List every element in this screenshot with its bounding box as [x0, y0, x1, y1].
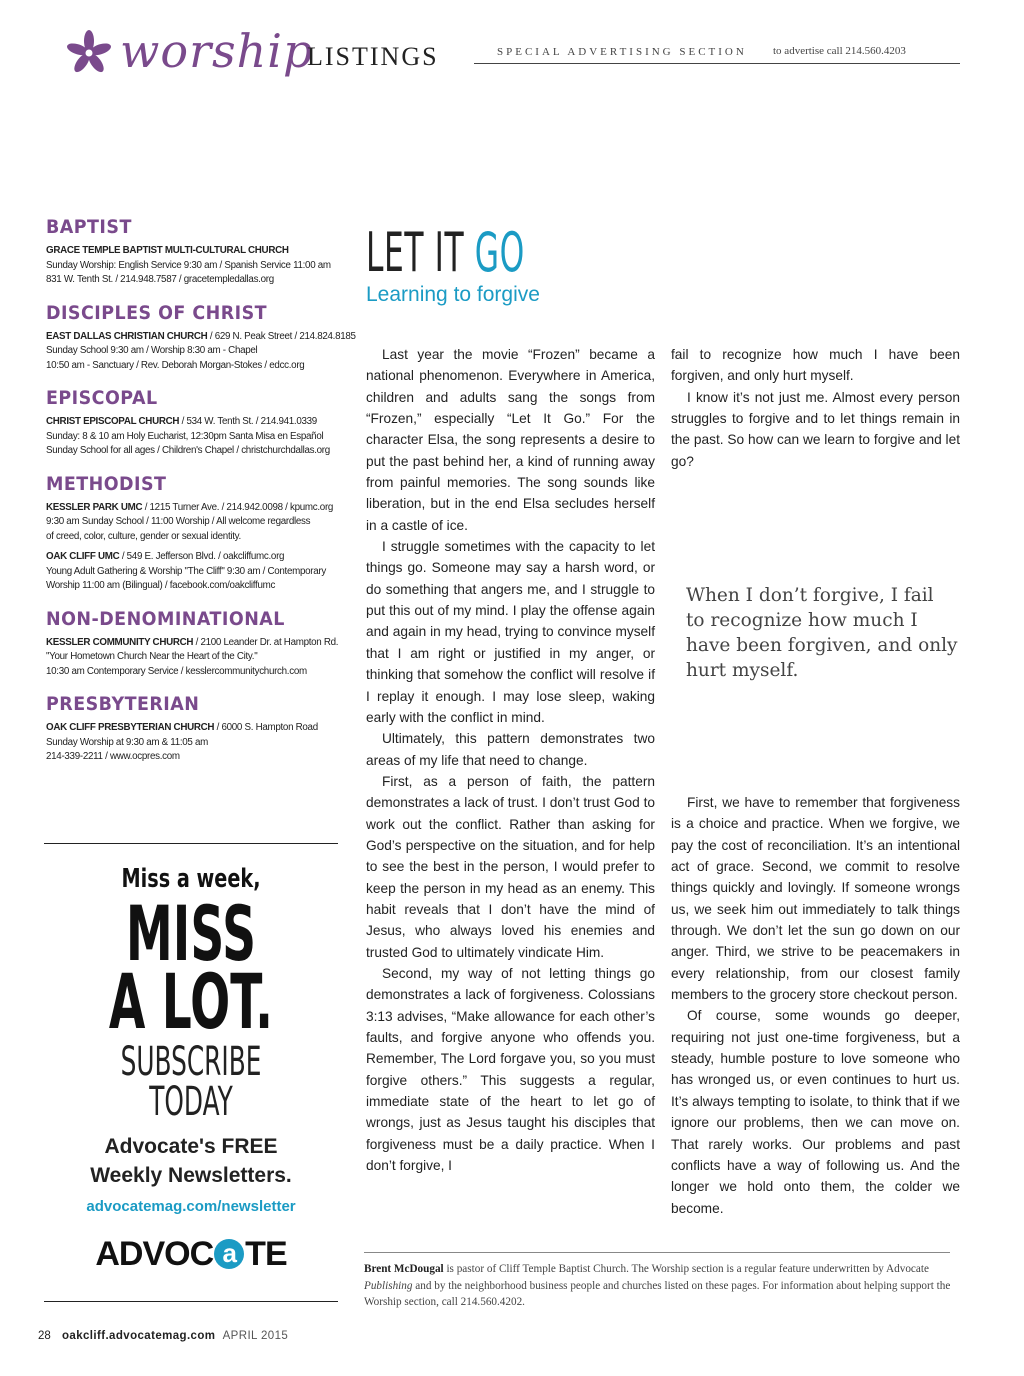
ad-miss-week: Miss a week,	[121, 864, 261, 894]
ad-divider	[44, 1301, 338, 1302]
church-detail-line: Young Adult Gathering & Worship "The Cliff" 9:30 am / Contemporary	[46, 565, 326, 577]
church-detail-line: Sunday School 9:30 am / Worship 8:30 am - Chapel	[46, 345, 258, 356]
ad-free-line1: Advocate's FREE	[104, 1135, 278, 1158]
church-name: CHRIST EPISCOPAL CHURCH	[46, 416, 180, 427]
special-advertising-section-label: SPECIAL ADVERTISING SECTION	[497, 46, 747, 58]
logo-part-1: ADVOC	[95, 1235, 214, 1273]
byline-text-2: and by the neighborhood business people and churches listed on these pages. For information about helping support the Worship section, call 214.560.4202.	[364, 1279, 951, 1308]
denomination-block	[46, 693, 346, 765]
logo-a-mark: a	[214, 1239, 244, 1269]
denomination-heading: BAPTIST	[46, 216, 132, 238]
title-go: GO	[474, 221, 525, 284]
church-address: / 549 E. Jefferson Blvd. / oakcliffumc.org	[119, 551, 285, 562]
ad-a-lot: A LOT.	[108, 957, 274, 1046]
denomination-heading: NON-DENOMINATIONAL	[46, 607, 285, 630]
folio-site[interactable]: oakcliff.advocatemag.com	[62, 1330, 216, 1342]
church-name-line	[46, 636, 346, 651]
pull-quote: When I don’t forgive, I fail to recognize how much I have been forgiven, and only hurt myself.	[686, 585, 958, 681]
church-name-line	[46, 550, 346, 565]
church-detail-line: 831 W. Tenth St. / 214.948.7587 / gracetempledallas.org	[46, 274, 274, 285]
paragraph: First, as a person of faith, the pattern demonstrates a lack of trust. I don’t trust God to work out the conflict. Rather than asking for God’s perspective on the situation, and for help to see the best in the person, I would prefer to keep the person in my head as an enemy. This habit reveals that I don’t have the mind of Jesus, who always loved his enemies and trusted God to ultimately vindicate Him.	[366, 773, 655, 960]
church-address: / 6000 S. Hampton Road	[214, 722, 318, 733]
church-detail-line: Sunday School for all ages / Children's Chapel / christchurchdallas.org	[46, 445, 330, 456]
header-listings-wordmark: LISTINGS	[307, 42, 439, 71]
byline-publishing: Publishing	[364, 1279, 413, 1292]
ad-free-newsletters	[44, 1132, 338, 1190]
page-folio	[38, 1330, 288, 1342]
church-listing	[46, 244, 346, 288]
church-detail-line: Sunday Worship: English Service 9:30 am / Spanish Service 11:00 am	[46, 259, 331, 271]
denomination-block	[46, 473, 346, 594]
denomination-heading: PRESBYTERIAN	[46, 693, 200, 715]
folio-date: APRIL 2015	[222, 1330, 289, 1342]
byline-author: Brent McDougal	[364, 1263, 444, 1275]
church-detail-line: 9:30 am Sunday School / 11:00 Worship / All welcome regardless	[46, 516, 311, 527]
denomination-block	[46, 216, 346, 288]
church-detail-line: 10:30 am Contemporary Service / kesslercommunitychurch.com	[46, 665, 307, 677]
denomination-heading: EPISCOPAL	[46, 387, 158, 409]
church-name: KESSLER COMMUNITY CHURCH	[46, 636, 194, 648]
church-name: GRACE TEMPLE BAPTIST MULTI-CULTURAL CHURCH	[46, 245, 289, 256]
asterisk-icon	[64, 28, 114, 78]
advocate-logo	[44, 1235, 338, 1274]
church-name-line	[46, 721, 346, 736]
paragraph: First, we have to remember that forgiveness is a choice and practice. When we forgive, we pay the cost of reconciliation. It’s an intentional act of grace. Second, we commit to resolve things quickly and lovingly. If someone wrongs us, we seek him out immediately to talk things through. We don’t let the sun go down on our anger. Third, we strive to be peacemakers in every relationship, from our closest family members to the grocery store checkout person.	[671, 795, 960, 1003]
denomination-block	[46, 608, 346, 680]
church-address: / 534 W. Tenth St. / 214.941.0339	[179, 416, 317, 427]
header-worship-wordmark: worship	[120, 24, 314, 78]
church-name-line	[46, 330, 356, 345]
denomination-block	[46, 387, 346, 459]
church-listing	[46, 550, 346, 594]
church-detail-line: Worship 11:00 am (Bilingual) / facebook.com/oakcliffumc	[46, 580, 276, 591]
article-column-2-top	[671, 344, 960, 472]
church-name: OAK CLIFF UMC	[46, 551, 120, 562]
byline-rule	[364, 1252, 950, 1253]
listings-divider	[44, 843, 338, 844]
denomination-heading: DISCIPLES OF CHRIST	[46, 301, 268, 324]
church-listing	[46, 501, 346, 545]
advertise-phone-label: to advertise call 214.560.4203	[773, 45, 906, 57]
church-detail-line: of creed, color, culture, gender or sexual identity.	[46, 530, 241, 542]
paragraph-continuation: fail to recognize how much I have been forgiven, and only hurt myself.	[671, 347, 960, 384]
worship-listings	[46, 216, 356, 779]
church-detail-line: 10:50 am - Sanctuary / Rev. Deborah Morgan-Stokes / edcc.org	[46, 359, 305, 371]
church-detail-line: "Your Hometown Church Near the Heart of the City."	[46, 651, 258, 662]
church-name-line	[46, 501, 346, 516]
denomination-block	[46, 301, 356, 374]
article-column-1	[366, 344, 655, 1176]
byline-text-1: is pastor of Cliff Temple Baptist Church. The Worship section is a regular feature underwritten by Advocate	[443, 1263, 929, 1275]
paragraph: Of course, some wounds go deeper, requiring not just one-time forgiveness, but a steady, humble posture to love someone who has wronged us, or even continues to hurt us. It’s always tempting to isolate, to think that if we ignore our problems, then we can move on. That rarely works. Our problems and past conflicts have a way of following us. And the longer we hold onto them, the colder we become.	[671, 1008, 960, 1216]
paragraph: Ultimately, this pattern demonstrates two areas of my life that need to change.	[366, 731, 655, 768]
article-subtitle: Learning to forgive	[366, 283, 540, 306]
church-name: EAST DALLAS CHRISTIAN CHURCH	[46, 330, 208, 342]
page-number: 28	[38, 1330, 51, 1342]
church-listing	[46, 721, 346, 765]
church-address: / 629 N. Peak Street / 214.824.8185	[207, 330, 356, 342]
newsletter-link[interactable]: advocatemag.com/newsletter	[86, 1198, 296, 1215]
subscribe-ad[interactable]	[44, 858, 338, 1274]
author-byline	[364, 1261, 954, 1311]
church-detail-line: 214-339-2211 / www.ocpres.com	[46, 751, 180, 762]
church-listing	[46, 330, 356, 374]
church-name-line	[46, 415, 346, 430]
ad-subscribe: SUBSCRIBE	[120, 1039, 262, 1085]
church-name: KESSLER PARK UMC	[46, 501, 143, 513]
church-name-line	[46, 244, 346, 259]
denomination-heading: METHODIST	[46, 472, 167, 495]
title-let-it: LET IT	[366, 221, 475, 284]
header-rule	[474, 63, 960, 64]
church-address: / 2100 Leander Dr. at Hampton Rd.	[193, 636, 339, 648]
ad-today: TODAY	[149, 1079, 233, 1125]
article-column-2-bottom	[671, 792, 960, 1219]
church-name: OAK CLIFF PRESBYTERIAN CHURCH	[46, 722, 215, 733]
paragraph: I know it’s not just me. Almost every person struggles to forgive and to let things remain in the past. So how can we learn to forgive and let go?	[671, 389, 960, 469]
church-listing	[46, 415, 346, 459]
church-detail-line: Sunday: 8 & 10 am Holy Eucharist, 12:30pm Santa Misa en Español	[46, 430, 324, 442]
church-address: / 1215 Turner Ave. / 214.942.0098 / kpumc.org	[142, 501, 334, 513]
paragraph: Last year the movie “Frozen” became a national phenomenon. Everywhere in America, children and adults sang the songs from “Frozen,” especially “Let It Go.” For the character Elsa, the song represents a desire to put the past behind her, a kind of running away from painful memories. The song sounds like liberation, but in the end Elsa secludes herself in a castle of ice.	[366, 347, 655, 533]
paragraph: I struggle sometimes with the capacity to let things go. Someone may say a harsh word, or do something that angers me, and I struggle to put this out of my mind. I play the offense again and again in my head, trying to convince myself that I am right or justified in my anger, or thinking that somehow the conflict will resolve if I replay it enough. I may lose sleep, waking early with the conflict in mind.	[366, 539, 655, 725]
ad-miss: MISS	[125, 889, 257, 978]
ad-free-line2: Weekly Newsletters.	[90, 1164, 292, 1187]
paragraph: Second, my way of not letting things go demonstrates a lack of forgiveness. Colossians 3:13 advises, “Make allowance for each other’s faults, and forgive anyone who offends you. Remember, The Lord forgave you, so you must forgive others.” This suggests a regular, immediate state of the heart to let go of wrongs, just as Jesus taught his disciples that forgiveness must be a daily practice. When I don’t forgive, I	[366, 965, 655, 1174]
article-title	[366, 221, 525, 284]
church-listing	[46, 636, 346, 680]
logo-part-2: TE	[245, 1235, 287, 1273]
church-detail-line: Sunday Worship at 9:30 am & 11:05 am	[46, 736, 209, 748]
